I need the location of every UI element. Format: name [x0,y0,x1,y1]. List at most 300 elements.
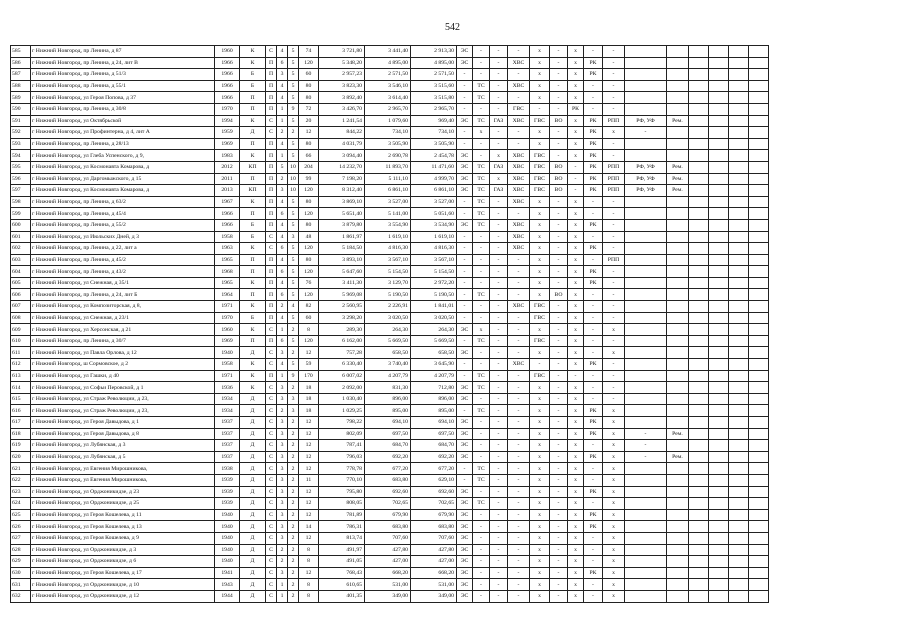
table-cell: 3 505,90 [411,138,457,150]
table-cell [689,509,709,521]
table-cell: 8 312,40 [319,185,365,197]
table-cell [709,359,729,371]
table-cell [709,57,729,69]
table-row [11,69,769,81]
table-cell: - [490,567,508,579]
table-cell: С [266,440,277,452]
table-cell [749,266,769,278]
table-cell [729,219,749,231]
table-cell: х [568,138,584,150]
table-cell [667,347,689,359]
row-number-cell: 593 [11,138,31,150]
table-cell [689,301,709,313]
table-cell [749,509,769,521]
table-cell: х [568,498,584,510]
table-cell: К [240,382,266,394]
table-cell: Д [240,463,266,475]
table-cell: ХВС [508,219,530,231]
table-cell: - [603,231,625,243]
table-cell: - [550,370,568,382]
table-cell [749,440,769,452]
table-cell: х [530,498,550,510]
table-cell: ХВС [508,150,530,162]
table-cell: - [550,498,568,510]
row-number-cell: 630 [11,567,31,579]
table-cell: х [568,451,584,463]
table-cell: 757,28 [319,347,365,359]
register-rows [11,46,769,603]
table-cell [729,254,749,266]
table-cell: - [550,579,568,591]
table-cell: 4 816,30 [365,243,411,255]
table-cell: 3 129,70 [365,277,411,289]
table-cell: 3 411,30 [319,277,365,289]
table-cell: х [568,324,584,336]
table-cell [749,486,769,498]
table-cell [729,417,749,429]
row-number-cell: 626 [11,521,31,533]
table-cell: 2 972,20 [411,277,457,289]
table-cell: 3 441,40 [365,46,411,58]
table-row [11,150,769,162]
table-cell: 702,65 [365,498,411,510]
table-cell: х [568,231,584,243]
table-cell: К [240,115,266,127]
table-cell: х [530,219,550,231]
table-cell: - [473,440,490,452]
table-cell: - [473,567,490,579]
address-cell: г Нижний Новгород, ул Даргомыжского, д 15 [31,173,215,185]
table-row [11,556,769,568]
table-cell [689,359,709,371]
table-cell: - [625,440,667,452]
table-cell: - [473,579,490,591]
table-cell: - [550,127,568,139]
table-cell: - [550,254,568,266]
table-cell: 786,31 [319,521,365,533]
table-cell: - [457,208,473,220]
table-cell: - [508,382,530,394]
table-cell [667,544,689,556]
table-cell: Д [240,567,266,579]
table-cell: С [266,405,277,417]
table-cell [667,196,689,208]
table-cell [689,474,709,486]
table-cell [729,196,749,208]
table-cell: П [266,138,277,150]
table-cell: - [550,335,568,347]
row-number-cell: 604 [11,266,31,278]
table-cell: 5 [277,161,288,173]
table-cell: х [568,405,584,417]
table-cell: 2 [277,405,288,417]
table-cell: П [266,254,277,266]
table-cell [729,347,749,359]
table-cell: - [473,138,490,150]
table-cell: - [550,324,568,336]
table-cell: 3 534,90 [411,219,457,231]
table-cell: 683,80 [365,521,411,533]
table-cell: 844,22 [319,127,365,139]
table-cell: - [490,556,508,568]
table-cell: - [473,556,490,568]
table-cell [729,150,749,162]
table-cell: - [508,46,530,58]
table-cell [709,474,729,486]
table-cell: - [490,289,508,301]
table-cell: х [603,428,625,440]
table-cell: - [584,46,603,58]
table-cell: - [473,103,490,115]
table-cell: 1971 [215,370,240,382]
table-cell [729,69,749,81]
table-cell: ТС [473,161,490,173]
table-cell: 5 111,10 [365,173,411,185]
table-cell: х [568,312,584,324]
table-cell: 1 619,10 [365,231,411,243]
table-cell [729,579,749,591]
table-cell: - [550,80,568,92]
table-cell: 5 154,50 [411,266,457,278]
table-cell: х [568,347,584,359]
table-cell [689,219,709,231]
table-cell: 2 [277,301,288,313]
table-cell [709,521,729,533]
table-cell: - [508,417,530,429]
table-cell: - [457,254,473,266]
table-cell: С [266,417,277,429]
table-cell: - [473,451,490,463]
table-cell: ГАЗ [490,115,508,127]
table-cell [689,498,709,510]
table-cell [709,150,729,162]
table-cell: 3 426,70 [319,103,365,115]
table-cell: - [603,277,625,289]
table-cell: ХВС [508,196,530,208]
table-cell: х [568,335,584,347]
row-number-cell: 625 [11,509,31,521]
table-cell: 2 [288,509,299,521]
table-cell: - [584,208,603,220]
table-cell: 1 [277,324,288,336]
table-cell: П [240,173,266,185]
row-number-cell: 628 [11,544,31,556]
table-cell [729,185,749,197]
table-cell: ГВС [530,312,550,324]
table-cell [729,532,749,544]
table-cell: - [473,347,490,359]
table-row [11,440,769,452]
table-cell: - [490,324,508,336]
table-cell: 8 [299,556,319,568]
table-cell [689,46,709,58]
table-cell: 1 [277,590,288,602]
table-cell [729,567,749,579]
table-cell: 1983 [215,150,240,162]
table-cell [709,277,729,289]
address-cell: г Нижний Новгород, ул Лубянская, д 5 [31,451,215,463]
table-row [11,428,769,440]
table-cell [625,509,667,521]
table-cell: 3 [277,440,288,452]
table-cell: ГВС [530,335,550,347]
table-cell: ГВС [530,161,550,173]
table-cell: 120 [299,185,319,197]
table-cell: 3 [277,428,288,440]
table-cell: - [508,486,530,498]
table-cell: - [508,289,530,301]
table-cell: 3 515,80 [411,92,457,104]
table-cell: 1 241,54 [319,115,365,127]
table-cell [749,532,769,544]
table-cell: 1 619,10 [411,231,457,243]
table-cell [625,486,667,498]
table-cell: 6 [277,335,288,347]
table-cell: 684,70 [411,440,457,452]
address-cell: г Нижний Новгород, ул Глеба Успенского, д 9, [31,150,215,162]
table-cell: 2 226,91 [365,301,411,313]
table-cell: - [490,579,508,591]
table-cell: С [266,463,277,475]
table-cell: 2 [288,567,299,579]
table-cell: 2 [288,556,299,568]
table-cell: х [568,440,584,452]
table-cell: 1966 [215,80,240,92]
table-cell: 2 [288,382,299,394]
table-cell [667,359,689,371]
table-cell: 5 [288,208,299,220]
table-cell: С [266,243,277,255]
table-cell [709,486,729,498]
table-cell: - [508,463,530,475]
table-cell [625,567,667,579]
table-cell: - [584,556,603,568]
table-cell: Д [240,521,266,533]
address-cell: г Нижний Новгород, пр Ленина, д 63/2 [31,196,215,208]
table-cell: х [530,463,550,475]
table-cell [749,556,769,568]
table-row [11,382,769,394]
table-cell: х [530,57,550,69]
table-cell [667,103,689,115]
address-cell: г Нижний Новгород, ул Страж Революции, д 23, [31,405,215,417]
table-cell: П [266,196,277,208]
table-cell: Д [240,590,266,602]
table-cell: П [240,92,266,104]
table-cell: - [550,138,568,150]
table-cell: 1937 [215,417,240,429]
table-cell: 5 [288,92,299,104]
table-cell [749,80,769,92]
table-cell [749,428,769,440]
table-cell [749,498,769,510]
table-cell [729,370,749,382]
table-cell: - [550,556,568,568]
table-cell: х [603,521,625,533]
table-cell [689,486,709,498]
table-cell: 6 [277,243,288,255]
table-cell: 4 031,79 [319,138,365,150]
address-cell: г Нижний Новгород, ул Героя Кошелева, д 11 [31,509,215,521]
table-cell [667,463,689,475]
table-cell [689,335,709,347]
table-cell: - [473,266,490,278]
table-cell: ГВС [530,173,550,185]
table-cell: - [603,312,625,324]
table-cell: 1937 [215,451,240,463]
table-cell: 8 [299,590,319,602]
table-cell [749,405,769,417]
table-cell: - [490,498,508,510]
table-cell [709,567,729,579]
table-cell: 694,10 [365,417,411,429]
table-cell: 2 [288,544,299,556]
table-cell: 768,43 [319,567,365,579]
table-cell: 787,41 [319,440,365,452]
table-cell: 80 [299,219,319,231]
table-cell [709,127,729,139]
table-cell [689,289,709,301]
table-cell: ВО [550,185,568,197]
table-cell: ЭС [457,150,473,162]
table-cell [729,498,749,510]
table-cell: - [550,208,568,220]
table-row [11,324,769,336]
table-cell [709,173,729,185]
table-cell [729,173,749,185]
table-cell [667,208,689,220]
address-cell: г Нижний Новгород, ул Орджоникидзе, д 10 [31,579,215,591]
table-cell: 3 [277,69,288,81]
table-cell: - [490,69,508,81]
table-cell [729,243,749,255]
row-number-cell: 590 [11,103,31,115]
table-cell: Д [240,556,266,568]
row-number-cell: 606 [11,289,31,301]
table-cell: - [550,103,568,115]
table-cell: х [530,382,550,394]
table-cell: 629,10 [411,474,457,486]
table-cell: - [584,103,603,115]
table-cell [749,382,769,394]
table-cell [749,57,769,69]
table-cell: 7 198,20 [319,173,365,185]
table-cell [749,243,769,255]
table-cell: 1943 [215,579,240,591]
table-cell: Б [240,80,266,92]
table-cell: ЭС [457,451,473,463]
address-cell: г Нижний Новгород, ул Космонавта Комарова, д [31,185,215,197]
address-cell: г Нижний Новгород, ул Снежная, д 35/1 [31,277,215,289]
table-row [11,532,769,544]
table-cell: 18 [299,382,319,394]
table-cell: - [603,46,625,58]
table-cell: ХВС [508,359,530,371]
table-cell: 3 [277,532,288,544]
table-cell: - [550,544,568,556]
table-cell: ЭС [457,46,473,58]
table-cell: - [490,301,508,313]
table-cell: 5 184,50 [319,243,365,255]
table-cell [709,370,729,382]
table-row [11,80,769,92]
table-cell: К [240,370,266,382]
table-cell: Д [240,393,266,405]
table-cell: - [550,382,568,394]
table-cell: - [508,474,530,486]
table-cell: х [530,266,550,278]
table-cell: 4 [277,92,288,104]
address-cell: г Нижний Новгород, пр Ленина, д 45/2 [31,254,215,266]
table-cell [749,173,769,185]
table-cell: - [490,80,508,92]
table-cell: х [530,127,550,139]
table-cell: Рем. [667,173,689,185]
table-cell: 5 [288,243,299,255]
table-cell: - [603,103,625,115]
table-cell: х [568,57,584,69]
address-cell: г Нижний Новгород, пр Ленина, д 45/4 [31,208,215,220]
address-cell: г Нижний Новгород, ул Орджоникидзе, д 23 [31,486,215,498]
row-number-cell: 616 [11,405,31,417]
table-cell [709,498,729,510]
address-cell: г Нижний Новгород, ул Героя Попова, д 37 [31,92,215,104]
table-cell: РПП [603,161,625,173]
table-cell: х [603,417,625,429]
row-number-cell: 588 [11,80,31,92]
table-cell [729,208,749,220]
table-row [11,370,769,382]
table-cell [709,161,729,173]
table-cell: 5 141,00 [365,208,411,220]
table-cell: С [266,231,277,243]
table-cell [689,370,709,382]
table-row [11,57,769,69]
table-cell: П [266,57,277,69]
table-cell: х [530,544,550,556]
table-cell: - [568,370,584,382]
table-cell: ГВС [530,301,550,313]
table-cell: х [603,347,625,359]
table-cell: - [603,196,625,208]
table-cell: 264,30 [411,324,457,336]
table-cell: 531,00 [411,579,457,591]
table-cell: 14 [299,521,319,533]
table-cell: - [473,417,490,429]
table-cell: - [490,359,508,371]
table-cell [709,254,729,266]
row-number-cell: 589 [11,92,31,104]
address-cell: г Нижний Новгород, пр Ленина, д 55/1 [31,80,215,92]
table-cell: Д [240,440,266,452]
table-cell: Б [240,69,266,81]
table-cell: 2 [288,498,299,510]
table-cell: Д [240,451,266,463]
table-cell: РК [584,57,603,69]
table-cell [709,590,729,602]
table-cell: 4 207,79 [411,370,457,382]
table-cell: - [490,521,508,533]
table-cell: - [508,370,530,382]
table-cell: ЭС [457,115,473,127]
table-cell: х [530,474,550,486]
table-cell: 2 957,23 [319,69,365,81]
table-cell: 1940 [215,347,240,359]
table-cell: ГАЗ [490,185,508,197]
table-cell: - [584,231,603,243]
table-cell [625,208,667,220]
table-cell [729,521,749,533]
